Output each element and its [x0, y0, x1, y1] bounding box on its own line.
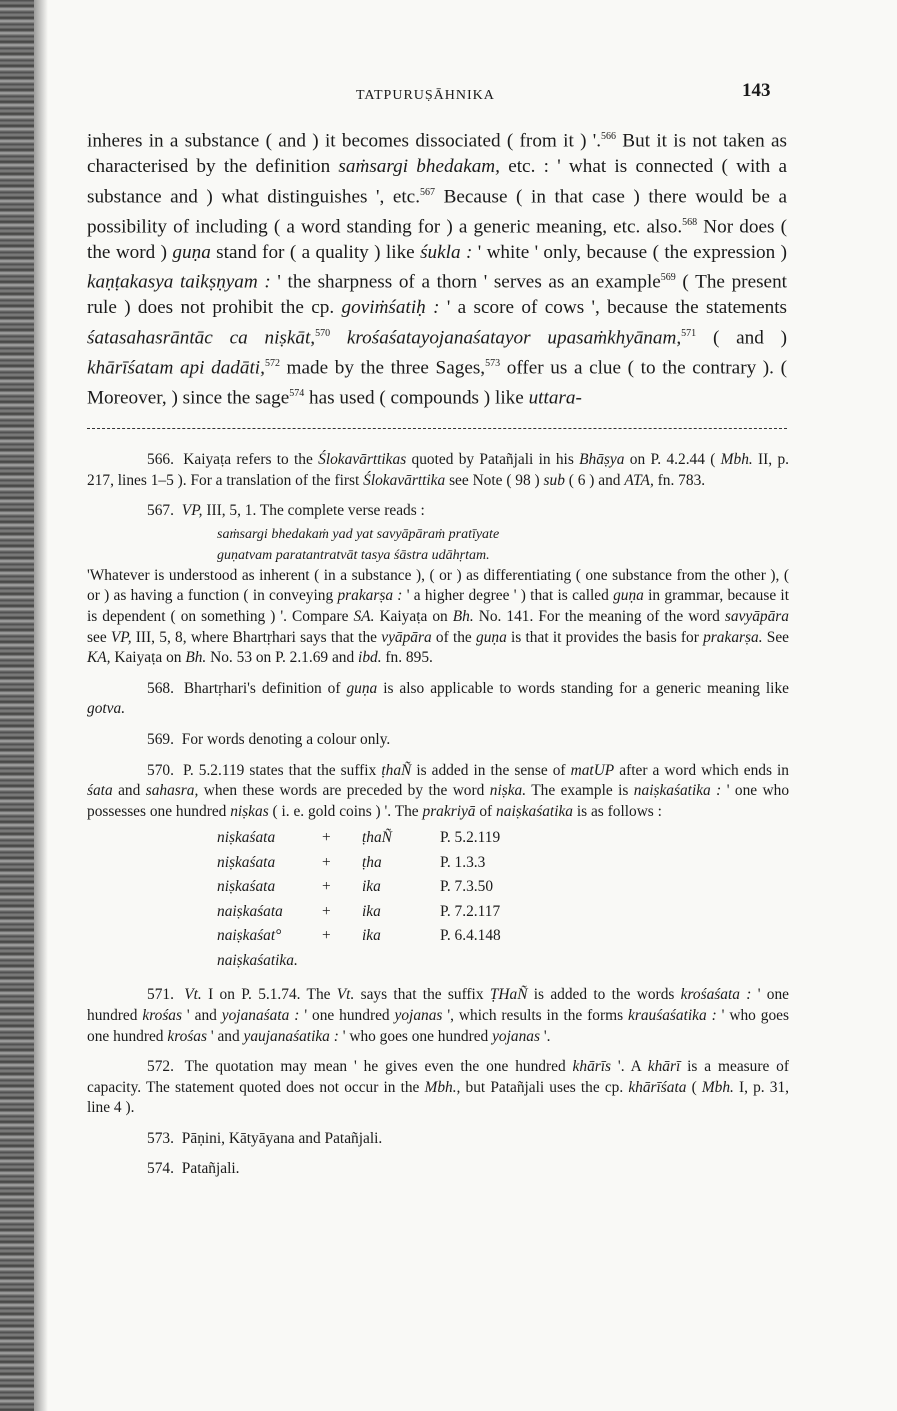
prakriya-rule: P. 5.2.119	[440, 829, 501, 847]
prakriya-form: naiṣkaśata	[217, 902, 283, 920]
text-run: yaujanaśatika :	[243, 1027, 339, 1045]
text-run: sahasra,	[145, 782, 199, 800]
footnote-number: 566.	[147, 451, 174, 468]
text-run: is that it provides the basis for	[506, 628, 704, 646]
prakriya-rule: P. 7.2.117	[440, 902, 501, 920]
footnote-number: 568.	[147, 679, 174, 697]
text-run: śata	[87, 782, 113, 800]
prakriya-plus: +	[322, 878, 331, 896]
text-run: etc. : ' what is connected ( with a substance and ) what distinguishes ', etc.	[87, 155, 787, 207]
text-run: on P. 4.2.44 (	[624, 451, 721, 468]
prakriya-plus: +	[322, 853, 331, 871]
text-run: Vt.	[184, 986, 202, 1004]
prakriya-row	[217, 828, 560, 853]
text-run: No. 53 on P. 2.1.69 and	[206, 649, 359, 667]
page-number: 143	[742, 80, 771, 101]
text-run: Nor does ( the word )	[87, 215, 787, 263]
text-run: Bhāṣya	[579, 451, 625, 468]
prakriya-suffix: ṭhaÑ	[362, 829, 392, 847]
text-run: '.	[539, 1027, 551, 1045]
text-run: khārīśata	[628, 1078, 687, 1096]
footnote-number: 574.	[147, 1160, 174, 1178]
footnote-number: 567.	[147, 502, 174, 520]
text-run: yojanas	[394, 1006, 443, 1024]
text-run: Kaiyaṭa on	[110, 649, 186, 667]
text-run: For words denoting a colour only.	[181, 730, 391, 748]
text-run: krośas	[142, 1006, 182, 1024]
text-run: (	[686, 1078, 702, 1096]
footnote-569	[87, 730, 789, 751]
text-run: gotva.	[87, 700, 126, 718]
prakriya-rule: P. 6.4.148	[440, 927, 501, 945]
text-run: Bh.	[185, 649, 207, 667]
prakriya-rule: P. 1.3.3	[440, 853, 486, 871]
text-run: of the	[431, 628, 477, 646]
prakriya-plus: +	[322, 829, 331, 847]
prakriya-suffix: ṭha	[362, 853, 382, 871]
text-run: ' who goes one hundred	[338, 1027, 493, 1045]
sanskrit-term: śukla :	[420, 241, 473, 263]
text-run: Because ( in that case ) there would be a possibility of including ( a word standing for ) a generic meaning, etc. also.	[87, 185, 787, 237]
sanskrit-term: saṁsargi bhedakam,	[338, 155, 500, 177]
footnote-571	[87, 985, 789, 1047]
footnote-ref: 572	[264, 357, 280, 369]
text-run: in grammar, because it is dependent ( on something ) '. Compare	[87, 587, 789, 625]
text-run: stand for ( a quality ) like	[210, 241, 421, 263]
text-run: III, 5, 1. The complete verse reads :	[202, 502, 425, 520]
text-run: quoted by Patañjali in his	[406, 451, 580, 468]
text-run: fn. 783.	[653, 471, 706, 489]
text-run: Mbh.	[720, 451, 753, 468]
text-run: II, p. 217, lines 1–5 ). For a translation of the first	[87, 451, 789, 489]
page-header	[0, 80, 897, 114]
main-paragraph	[87, 124, 787, 411]
footnote-574	[87, 1159, 789, 1180]
text-run: ' a higher degree ' ) that is called	[402, 587, 614, 605]
text-run: ṬHaÑ	[489, 986, 528, 1004]
text-run: 'Whatever is understood as inherent ( in a substance ), ( or ) as differentiating ( one substance from the other ), ( or ) as having a function ( in conveying	[87, 566, 789, 605]
text-run: SA.	[353, 607, 375, 625]
footnote-ref: 573	[485, 357, 501, 369]
text-run: Vt.	[336, 986, 355, 1004]
text-run: and	[112, 782, 146, 800]
prakriya-suffix: ika	[362, 927, 381, 945]
text-run: KA,	[87, 649, 111, 667]
text-run: made by the three Sages,	[279, 357, 486, 379]
footnote-ref: 570	[315, 327, 331, 339]
prakriya-row	[217, 951, 560, 976]
text-run: ' white ' only, because ( the expression )	[472, 241, 787, 263]
running-head: TATPURUṢĀHNIKA	[356, 88, 495, 103]
text-run: see	[87, 628, 111, 646]
text-run: ' a score of cows ', because the statements	[439, 297, 788, 319]
text-run: of	[475, 802, 497, 820]
text-run: guṇa	[476, 628, 507, 646]
footnote-ref: 571	[681, 327, 697, 339]
text-run: is added in the sense of	[411, 761, 571, 779]
prakriya-form: niṣkaśata	[217, 829, 276, 847]
text-run: yojanaśata :	[221, 1006, 300, 1024]
prakriya-form: niṣkaśata	[217, 853, 276, 871]
text-run: ( 6 ) and	[564, 471, 625, 489]
prakriya-table	[217, 828, 560, 975]
text-run: after a word which ends in	[614, 761, 789, 779]
text-run: inheres in a substance ( and ) it becomes dissociated ( from it ) '.	[87, 130, 602, 152]
text-run: See	[762, 628, 790, 646]
verse-line-2: guṇatvam paratantratvāt tasya śāstra udāhṛtam.	[217, 547, 490, 563]
footnote-number: 573.	[147, 1129, 174, 1147]
footnote-number: 572.	[147, 1058, 174, 1076]
prakriya-plus: +	[322, 927, 331, 945]
footnote-number: 570.	[147, 761, 174, 779]
text-run: ' one hundred	[299, 1006, 395, 1024]
text-run: ' and	[182, 1006, 222, 1024]
text-run: Ślokavārttikas	[318, 451, 407, 468]
text-run: has used ( compounds ) like	[304, 387, 529, 409]
text-run: I, p. 31, line 4 ).	[87, 1078, 789, 1117]
footnote-ref: 569	[660, 272, 676, 284]
text-run: Pāṇini, Kātyāyana and Patañjali.	[181, 1129, 383, 1147]
text-run: when these words are preceded by the word	[198, 782, 490, 800]
text-run: prakarṣa :	[337, 587, 403, 605]
prakriya-plus: +	[322, 902, 331, 920]
text-run: niṣkas	[230, 802, 269, 820]
text-run: Bhartṛhari's definition of	[183, 679, 347, 697]
text-run: No. 141. For the meaning of the word	[473, 607, 725, 625]
text-run: krauśaśatika :	[628, 1006, 717, 1024]
text-run: niṣka.	[489, 782, 527, 800]
text-run: see Note ( 98 )	[445, 471, 544, 489]
text-run: ṭhaÑ	[381, 761, 412, 779]
footnote-570	[87, 761, 789, 823]
verse-line-1: saṁsargi bhedakaṁ yad yat savyāpāraṁ pratīyate	[217, 526, 500, 542]
prakriya-row	[217, 877, 560, 902]
footnote-ref: 568	[682, 216, 698, 228]
text-run: ' one who possesses one hundred	[87, 782, 790, 820]
text-run: Mbh.,	[424, 1078, 461, 1096]
text-run: is as follows :	[573, 802, 662, 820]
text-run: naiṣkaśatika	[496, 802, 573, 820]
text-run: is added to the words	[527, 986, 681, 1004]
text-run: '. A	[611, 1058, 648, 1076]
text-run: ' who goes one hundred	[87, 1006, 790, 1045]
text-run: I on P. 5.1.74. The	[201, 986, 337, 1004]
text-run: ( i. e. gold coins ) '. The	[268, 802, 423, 820]
text-run: prakarṣa.	[703, 628, 763, 646]
scan-binding-edge	[0, 0, 34, 1411]
prakriya-suffix: ika	[362, 878, 381, 896]
text-run: sub	[543, 471, 565, 489]
text-run: prakriyā	[422, 802, 476, 820]
sanskrit-term: śatasahasrāntāc ca niṣkāt,	[87, 327, 316, 349]
text-run: offer us a clue ( to the contrary ). ( Moreover, ) since the sage	[87, 357, 787, 409]
text-run: Mbh.	[701, 1078, 734, 1096]
footnote-568	[87, 679, 789, 720]
footnote-572	[87, 1057, 789, 1119]
text-run: khārīs	[572, 1058, 612, 1076]
footnotes	[87, 450, 789, 1190]
text-run: Bh.	[452, 607, 474, 625]
footnote-ref: 567	[420, 186, 435, 198]
text-run: naiṣkaśatika :	[633, 782, 722, 800]
text-run: Patañjali.	[181, 1160, 240, 1178]
text-run: ( and )	[696, 327, 787, 349]
footnote-566	[87, 450, 789, 491]
text-run: The quotation may mean ' he gives even the one hundred	[184, 1058, 573, 1076]
prakriya-row	[217, 902, 560, 927]
footnote-divider	[87, 428, 787, 429]
prakriya-form: niṣkaśata	[217, 878, 276, 896]
sanskrit-term: uttara-	[528, 387, 582, 409]
text-run: ' one hundred	[87, 986, 789, 1024]
text-run: is also applicable to words standing for a generic meaning like	[377, 679, 789, 697]
sanskrit-term: kaṇṭakasya taikṣṇyam :	[87, 271, 271, 293]
footnote-ref: 566	[601, 131, 617, 142]
sanskrit-term: khārīśatam api dadāti,	[87, 357, 265, 379]
text-run: ( The present rule ) does not prohibit the cp.	[87, 271, 787, 319]
text-run: VP,	[181, 502, 203, 520]
footnote-number: 569.	[147, 730, 174, 748]
prakriya-form: naiṣkaśat°	[217, 927, 282, 945]
footnote-567-translation	[87, 566, 789, 669]
prakriya-row	[217, 926, 560, 951]
text-run: fn. 895.	[381, 649, 433, 667]
text-run: khārī	[647, 1058, 681, 1076]
text-run: krośaśata :	[680, 986, 752, 1004]
text-run: Kaiyaṭa on	[374, 607, 453, 625]
prakriya-form: naiṣkaśatika.	[217, 951, 298, 969]
text-run: III, 5, 8, where Bhartṛhari says that the	[131, 628, 382, 646]
text-run: Kaiyaṭa refers to the	[183, 451, 319, 468]
prakriya-suffix: ika	[362, 902, 381, 920]
text-run: ATA,	[624, 471, 654, 489]
text-run: ', which results in the forms	[442, 1006, 629, 1024]
text-run: but Patañjali uses the cp.	[460, 1078, 629, 1096]
text-run: is a measure of capacity. The statement quoted does not occur in the	[87, 1058, 790, 1096]
text-run: ' and	[206, 1027, 244, 1045]
text-run: savyāpāra	[724, 607, 789, 625]
footnote-ref: 574	[289, 387, 305, 399]
text-run: krośas	[167, 1027, 207, 1045]
sanskrit-term: krośaśatayojanaśatayor upasaṁkhyānam,	[346, 327, 682, 349]
text-run: But it is not taken as characterised by the definition	[87, 130, 787, 177]
text-run: matUP	[570, 761, 615, 779]
prakriya-rule: P. 7.3.50	[440, 878, 494, 896]
text-run: says that the suffix	[354, 986, 490, 1004]
footnote-567	[87, 501, 789, 522]
footnote-573	[87, 1129, 789, 1150]
text-run: vyāpāra	[381, 628, 432, 646]
footnote-number: 571.	[147, 986, 174, 1004]
text-run: The example is	[526, 782, 634, 800]
text-run: guṇa	[613, 587, 644, 605]
text-run: yojanas	[492, 1027, 540, 1045]
sanskrit-term: guṇa	[172, 241, 211, 263]
sanskrit-term: goviṁśatiḥ :	[341, 297, 440, 319]
prakriya-row	[217, 853, 560, 878]
text-run: ' the sharpness of a thorn ' serves as an example	[270, 271, 661, 293]
text-run: VP,	[110, 628, 132, 646]
text-run: P. 5.2.119 states that the suffix	[183, 761, 382, 779]
scan-binding-shadow	[34, 0, 48, 1411]
text-run: ibd.	[358, 649, 382, 667]
text-run: Ślokavārttika	[363, 471, 446, 489]
text-run: guṇa	[346, 679, 378, 697]
